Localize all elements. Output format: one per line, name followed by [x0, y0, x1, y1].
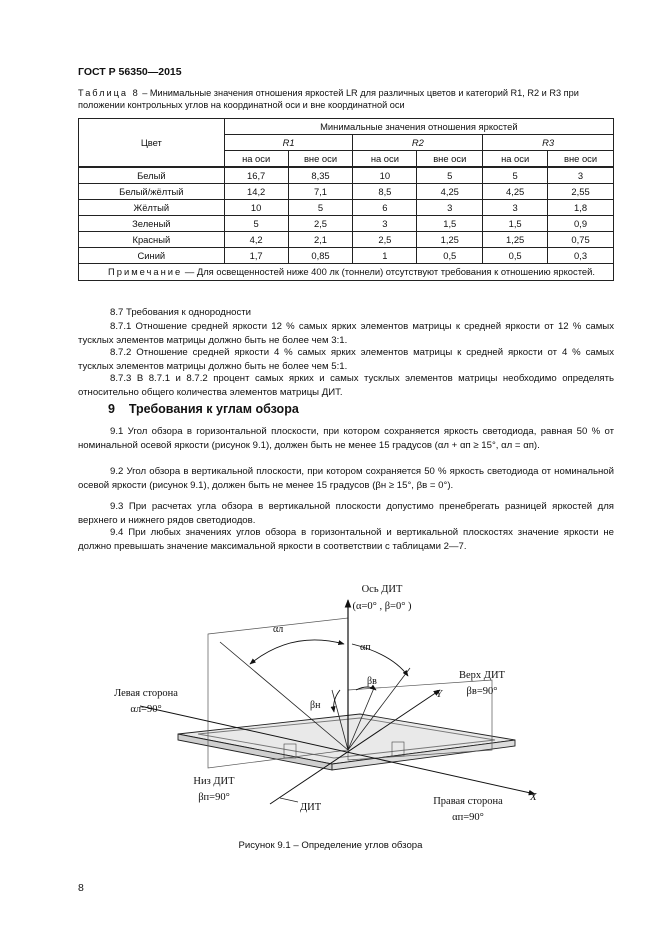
cell: 2,5 — [353, 232, 417, 248]
row-color: Белый/жёлтый — [79, 184, 225, 200]
header-cat-r2: R2 — [353, 135, 483, 151]
cell: 16,7 — [224, 167, 288, 184]
x-axis-label: X — [530, 791, 537, 803]
row-color: Синий — [79, 248, 225, 264]
top-dit-label: Верх ДИТ — [459, 670, 505, 681]
cell: 10 — [353, 167, 417, 184]
row-color: Красный — [79, 232, 225, 248]
row-color: Белый — [79, 167, 225, 184]
table-row — [79, 232, 614, 248]
paragraph-8-7-3: 8.7.3 В 8.7.1 и 8.7.2 процент самых ярких и самых тусклых элементов матрицы необходимо определять относительно общего количества элементов матрицы ДИТ. — [78, 373, 614, 398]
beta-n-label: βн — [310, 700, 321, 711]
dit-leader-line — [280, 798, 298, 802]
table-row — [79, 248, 614, 264]
table-note-label: Примечание — [108, 266, 183, 277]
row-color: Зеленый — [79, 216, 225, 232]
cell: 4,25 — [417, 184, 483, 200]
cell: 3 — [483, 200, 548, 216]
paragraph-9-3: 9.3 При расчетах угла обзора в вертикальной плоскости допустимо пренебрегать разницей яркостей для верхнего и нижнего рядов светодиодов. — [78, 501, 614, 526]
table-note-text: — Для освещенностей ниже 400 лк (тоннели) отсутствуют требования к отношению яркостей. — [182, 266, 595, 277]
table-row — [79, 216, 614, 232]
cell: 1,7 — [224, 248, 288, 264]
cell: 0,5 — [483, 248, 548, 264]
table-row — [79, 184, 614, 200]
alpha-l-arc — [250, 640, 344, 664]
top-dit-value: βв=90° — [466, 686, 498, 697]
cell: 4,25 — [483, 184, 548, 200]
table-note — [79, 264, 614, 281]
sub-on: на оси — [483, 151, 548, 168]
cell: 8,5 — [353, 184, 417, 200]
sub-on: на оси — [353, 151, 417, 168]
row-color: Жёлтый — [79, 200, 225, 216]
section-9-heading — [108, 402, 299, 416]
cell: 0,5 — [417, 248, 483, 264]
cell: 6 — [353, 200, 417, 216]
cell: 0,9 — [548, 216, 614, 232]
bottom-dit-label: Низ ДИТ — [193, 776, 235, 787]
cell: 4,2 — [224, 232, 288, 248]
cell: 0,75 — [548, 232, 614, 248]
paragraph-8-7-1: 8.7.1 Отношение средней яркости 12 % самых ярких элементов матрицы к средней яркости от 12 % самых тусклых элементов матрицы должно быть не более чем 3:1. — [78, 321, 614, 346]
page-number: 8 — [78, 882, 84, 894]
alpha-l-label: αл — [273, 624, 284, 635]
cell: 5 — [288, 200, 353, 216]
alpha-p-label: αп — [360, 642, 371, 653]
cell: 1,8 — [548, 200, 614, 216]
table-note-row — [79, 264, 614, 281]
bottom-dit-value: βп=90° — [198, 792, 230, 803]
cell: 0,3 — [548, 248, 614, 264]
cell: 1,25 — [483, 232, 548, 248]
header-color: Цвет — [79, 119, 225, 168]
cell: 2,55 — [548, 184, 614, 200]
header-cat-r3: R3 — [483, 135, 614, 151]
sub-off: вне оси — [548, 151, 614, 168]
header-cat-r1: R1 — [224, 135, 353, 151]
cell: 1,5 — [483, 216, 548, 232]
table-caption-label: Таблица 8 — [78, 88, 140, 98]
cell: 0,85 — [288, 248, 353, 264]
dit-label: ДИТ — [300, 802, 322, 813]
axis-title-label: Ось ДИТ — [361, 584, 403, 595]
paragraph-9-1: 9.1 Угол обзора в горизонтальной плоскости, при котором сохраняется яркость светодиода, равная 50 % от номинальной осевой яркости (рисунок 9.1), должен быть не менее 15 градусов (αл + αп ≥ 15°, αл = αп). — [78, 426, 614, 451]
header-min-values: Минимальные значения отношения яркостей — [224, 119, 613, 135]
luminance-ratio-table — [78, 118, 614, 281]
table-caption-text: – Минимальные значения отношения яркостей LR для различных цветов и категорий R1, R2 и R3 при положении контрольных углов на координатной оси и вне координатной оси — [78, 88, 579, 110]
paragraph-9-2: 9.2 Угол обзора в вертикальной плоскости, при котором сохраняется 50 % яркость светодиода от номинальной осевой яркости (рисунок 9.1), должен быть не менее 15 градусов (βн ≥ 15°, βв = 0°). — [78, 466, 614, 491]
cell: 3 — [417, 200, 483, 216]
cell: 5 — [224, 216, 288, 232]
cell: 2,1 — [288, 232, 353, 248]
cell: 8,35 — [288, 167, 353, 184]
y-axis-label: Y — [436, 688, 443, 700]
cell: 1,5 — [417, 216, 483, 232]
table-header-row — [79, 119, 614, 135]
cell: 2,5 — [288, 216, 353, 232]
sub-on: на оси — [224, 151, 288, 168]
dit-panel — [178, 714, 515, 770]
right-side-label: Правая сторона — [433, 796, 503, 807]
table-row — [79, 167, 614, 184]
sub-off: вне оси — [288, 151, 353, 168]
table-row — [79, 200, 614, 216]
section-title: Требования к углам обзора — [128, 402, 299, 416]
document-header: ГОСТ Р 56350—2015 — [78, 66, 182, 78]
left-side-value: αл=90° — [130, 704, 162, 715]
left-side-label: Левая сторона — [114, 688, 178, 699]
cell: 5 — [417, 167, 483, 184]
cell: 5 — [483, 167, 548, 184]
cell: 1,25 — [417, 232, 483, 248]
right-side-value: αп=90° — [452, 812, 484, 823]
cell: 3 — [548, 167, 614, 184]
paragraph-8-7-2: 8.7.2 Отношение средней яркости 4 % самых ярких элементов матрицы к средней яркости от 4 % самых тусклых элементов матрицы должно быть не более чем 5:1. — [78, 347, 614, 372]
cell: 3 — [353, 216, 417, 232]
figure-caption: Рисунок 9.1 – Определение углов обзора — [238, 840, 423, 851]
cell: 10 — [224, 200, 288, 216]
table-caption — [78, 88, 616, 111]
sub-off: вне оси — [417, 151, 483, 168]
paragraph-9-4: 9.4 При любых значениях углов обзора в горизонтальной и вертикальной плоскостях значение яркости не должно превышать значение максимальной яркости в соответствии с таблицами 2—7. — [78, 527, 614, 552]
cell: 14,2 — [224, 184, 288, 200]
cell: 7,1 — [288, 184, 353, 200]
paragraph-8-7: 8.7 Требования к однородности — [110, 307, 252, 318]
beta-v-label: βв — [367, 676, 377, 687]
viewing-angle-diagram — [110, 572, 550, 842]
section-number: 9 — [108, 402, 115, 416]
cell: 1 — [353, 248, 417, 264]
axis-sub-label: (α=0° , β=0° ) — [352, 601, 412, 612]
